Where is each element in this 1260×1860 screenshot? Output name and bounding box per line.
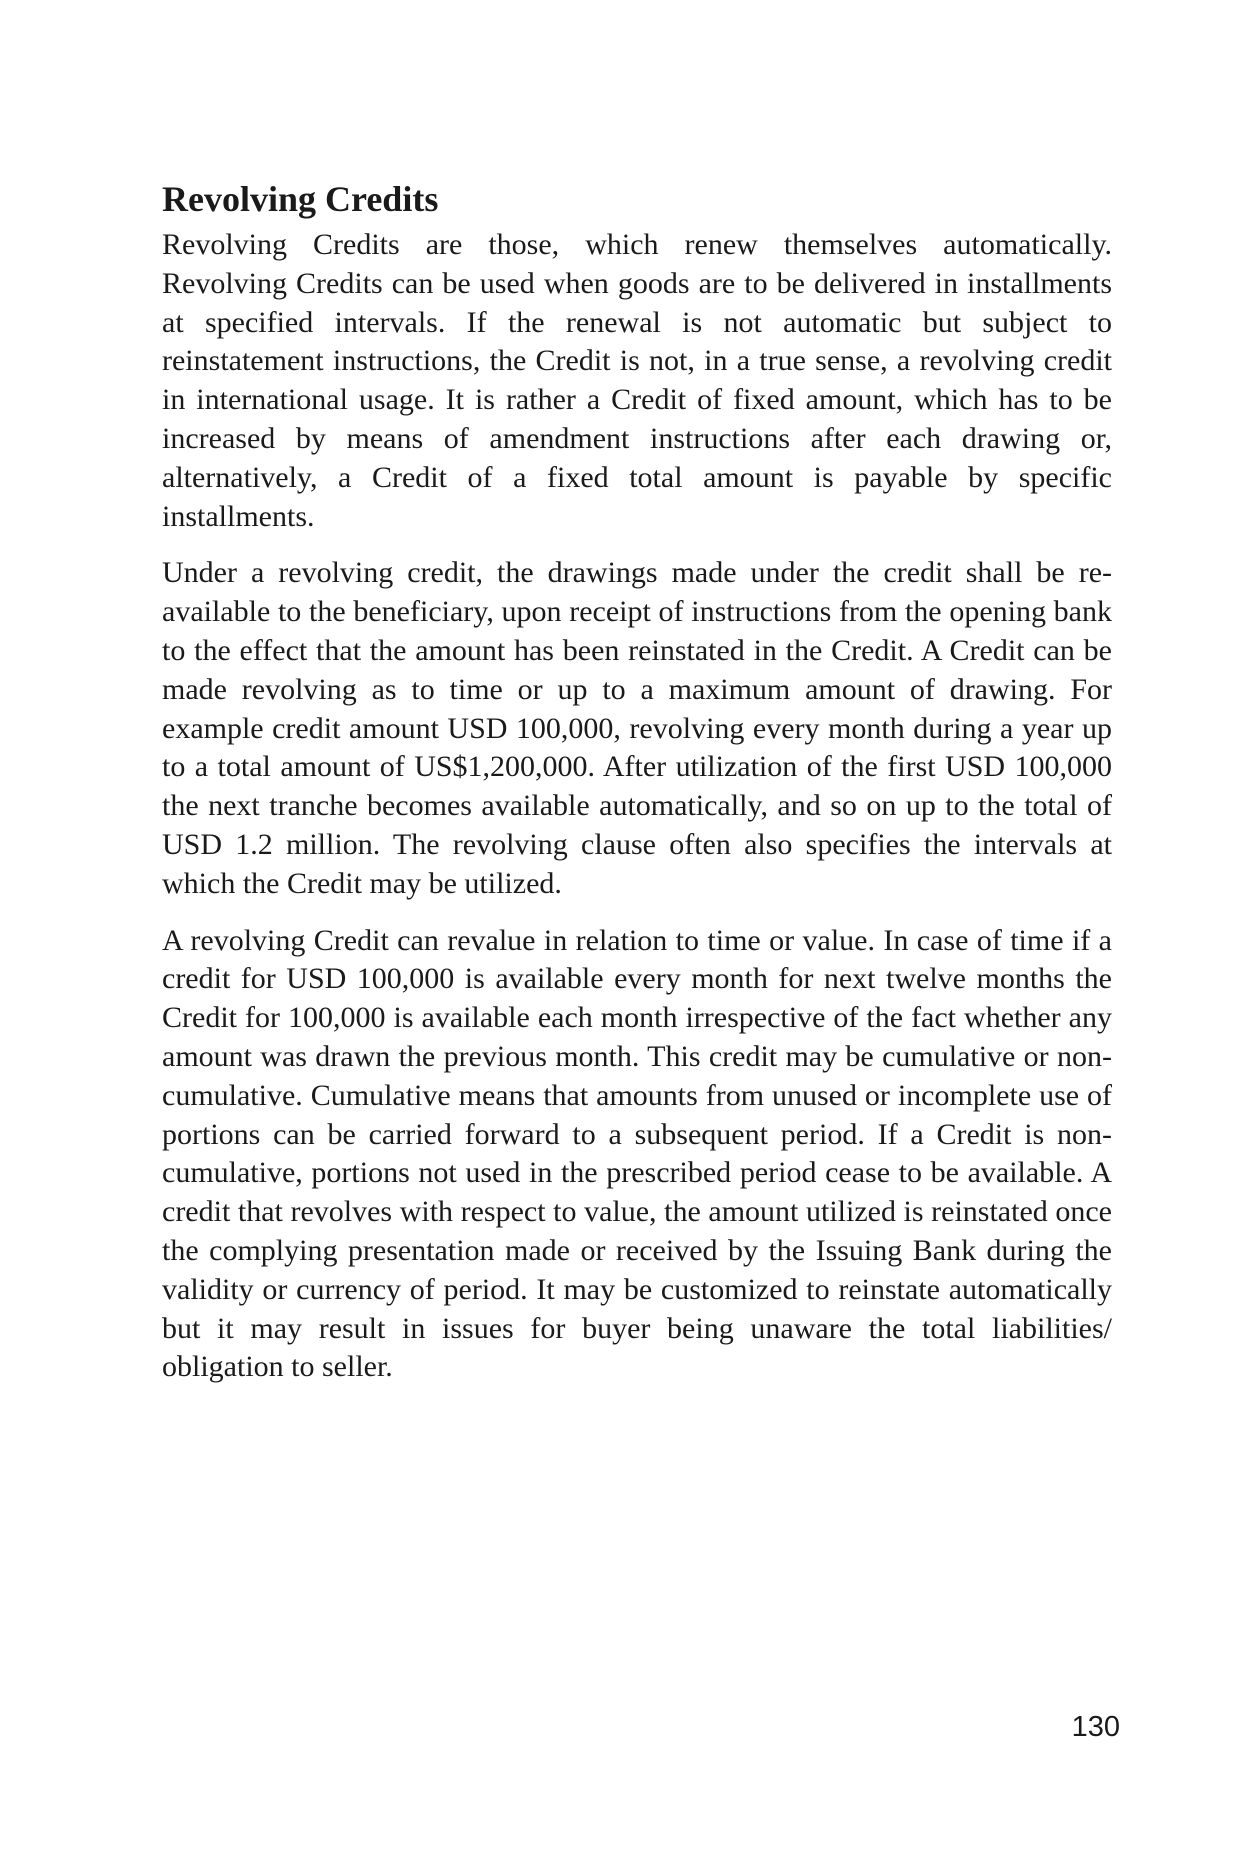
page-number: 130 xyxy=(1071,1711,1120,1743)
paragraph-3: A revolving Credit can revalue in relation to time or value. In case of time if a credit for USD 100,000 is available every month for next twelve months the Credit for 100,000 is available each month irrespective of the fact whether any amount was drawn the previous month. This credit may be cumulative or non-cumulative. Cumulative means that amounts from unused or incomplete use of portions can be carried forward to a subsequent period. If a Credit is non-cumulative, portions not used in the prescribed period cease to be available. A credit that revolves with respect to value, the amount utilized is reinstated once the complying presentation made or received by the Issuing Bank during the validity or currency of period. It may be customized to reinstate automatically but it may result in issues for buyer being unaware the total liabilities/ obligation to seller. xyxy=(162,923,1112,1384)
paragraph-1: Revolving Credits are those, which renew themselves automatically. Revolving Credits can be used when goods are to be delivered in installments at specified intervals. If the renewal is not automatic but subject to reinstatement instructions, the Credit is not, in a true sense, a revolving credit in international usage. It is rather a Credit of fixed amount, which has to be increased by means of amendment instructions after each drawing or, alternatively, a Credit of a fixed total amount is payable by specific installments. xyxy=(162,228,1112,533)
paragraph-2: Under a revolving credit, the drawings made under the credit shall be re-available to the beneficiary, upon receipt of instructions from the opening bank to the effect that the amount has been reinstated in the Credit. A Credit can be made revolving as to time or up to a maximum amount of drawing. For example credit amount USD 100,000, revolving every month during a year up to a total amount of US$1,200,000. After utilization of the first USD 100,000 the next tranche becomes available automatically, and so on up to the total of USD 1.2 million. The revolving clause often also specifies the intervals at which the Credit may be utilized. xyxy=(162,556,1112,900)
page-content xyxy=(162,178,1112,1405)
section-heading: Revolving Credits xyxy=(162,179,439,219)
